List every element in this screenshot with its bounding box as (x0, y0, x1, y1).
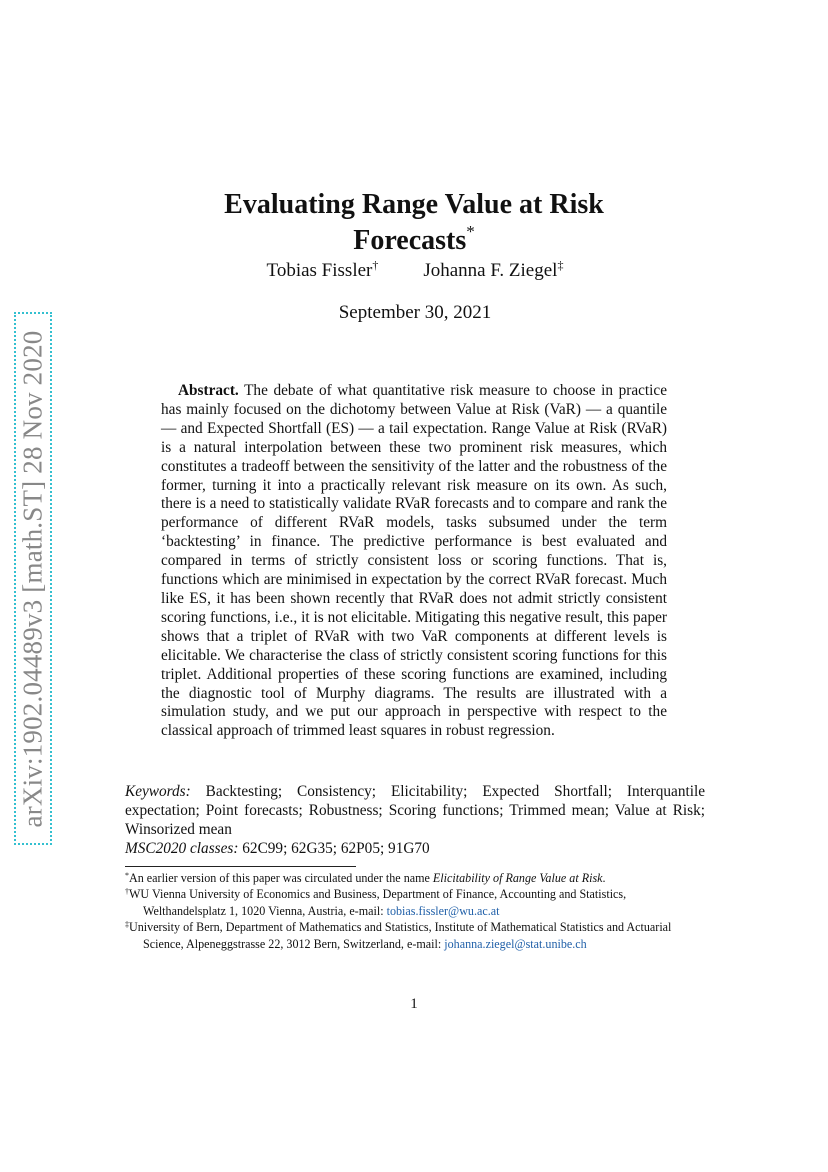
page-number: 1 (410, 996, 418, 1012)
arxiv-stamp-text: arXiv:1902.04489v3 [math.ST] 28 Nov 2020 (17, 330, 48, 827)
footnote-2-text: WU Vienna University of Economics and Business, Department of Finance, Accounting and Statistics, Welthandelsplatz 1, 1020 Vienna, Austria, e-mail: (129, 887, 627, 918)
footnote-1-end: . (602, 871, 606, 885)
footnote-3 (125, 919, 705, 952)
msc-label: MSC2020 classes: (125, 840, 239, 857)
footnote-1-italic: Elicitability of Range Value at Risk (432, 871, 603, 885)
footnote-1-text: An earlier version of this paper was circulated under the name (129, 871, 433, 885)
author-1 (267, 260, 379, 282)
paper-title-text: Evaluating Range Value at Risk Forecasts (224, 188, 604, 256)
author-2-name: Johanna F. Ziegel (423, 260, 558, 281)
footnote-3-email-link[interactable]: johanna.ziegel@stat.unibe.ch (444, 936, 587, 951)
arxiv-stamp (14, 312, 52, 845)
abstract-body: The debate of what quantitative risk measure to choose in practice has mainly focused on the dichotomy between Value at Risk (VaR) — a quantile — and Expected Shortfall (ES) — a tail expectation. Range Value at Risk (RVaR) is a natural interpolation between these two prominent risk measures, which constitutes a tradeoff between the sensitivity of the latter and the robustness of the former, turning it into a practically relevant risk measure on its own. As such, there is a need to statistically validate RVaR forecasts and to compare and rank the performance of different RVaR models, tasks subsumed under the term ‘backtesting’ in finance. The predictive performance is best evaluated and compared in terms of strictly consistent loss or scoring functions. That is, functions which are minimised in expectation by the correct RVaR forecast. Much like ES, it has been shown recently that RVaR does not admit strictly consistent scoring functions, i.e., it is not elicitable. Mitigating this negative result, this paper shows that a triplet of RVaR with two VaR components at different levels is elicitable. We characterise the class of strictly consistent scoring functions for this triplet. Additional properties of these scoring functions are examined, including the diagnostic tool of Murphy diagrams. The results are illustrated with a simulation study, and we put our approach in perspective with respect to the classical approach of trimmed least squares in robust regression. (161, 382, 667, 740)
keywords (125, 782, 705, 839)
abstract (161, 382, 667, 741)
footnote-1-mark: * (125, 871, 129, 880)
footnote-3-text: University of Bern, Department of Mathematics and Statistics, Institute of Mathematical Statistics and Actuarial Science, Alpeneggstrasse 22, 3012 Bern, Switzerland, e-mail: (129, 920, 672, 951)
footnote-1 (125, 870, 705, 886)
author-1-mark: † (372, 258, 379, 272)
abstract-label: Abstract. (178, 382, 239, 399)
author-2 (423, 260, 563, 282)
msc-text: 62C99; 62G35; 62P05; 91G70 (242, 840, 430, 857)
keywords-text: Backtesting; Consistency; Elicitability; Expected Shortfall; Interquantile expectation; Point forecasts; Robustness; Scoring functions; Trimmed mean; Value at Risk; Winsorized mean (125, 783, 706, 838)
author-list (220, 260, 610, 282)
msc-classes (125, 839, 705, 858)
title-footnote-mark: * (466, 221, 475, 241)
footnote-rule (125, 866, 356, 867)
footnote-3-mark: ‡ (125, 920, 129, 930)
footnote-2-email-link[interactable]: tobias.fissler@wu.ac.at (386, 903, 500, 918)
footnotes (125, 870, 705, 952)
author-2-mark: ‡ (557, 258, 564, 272)
paper-title (160, 187, 668, 259)
author-1-name: Tobias Fissler (266, 260, 373, 281)
footnote-2-mark: † (125, 887, 129, 897)
footnote-2 (125, 886, 705, 919)
paper-date: September 30, 2021 (338, 302, 492, 323)
keywords-label: Keywords: (125, 783, 191, 800)
